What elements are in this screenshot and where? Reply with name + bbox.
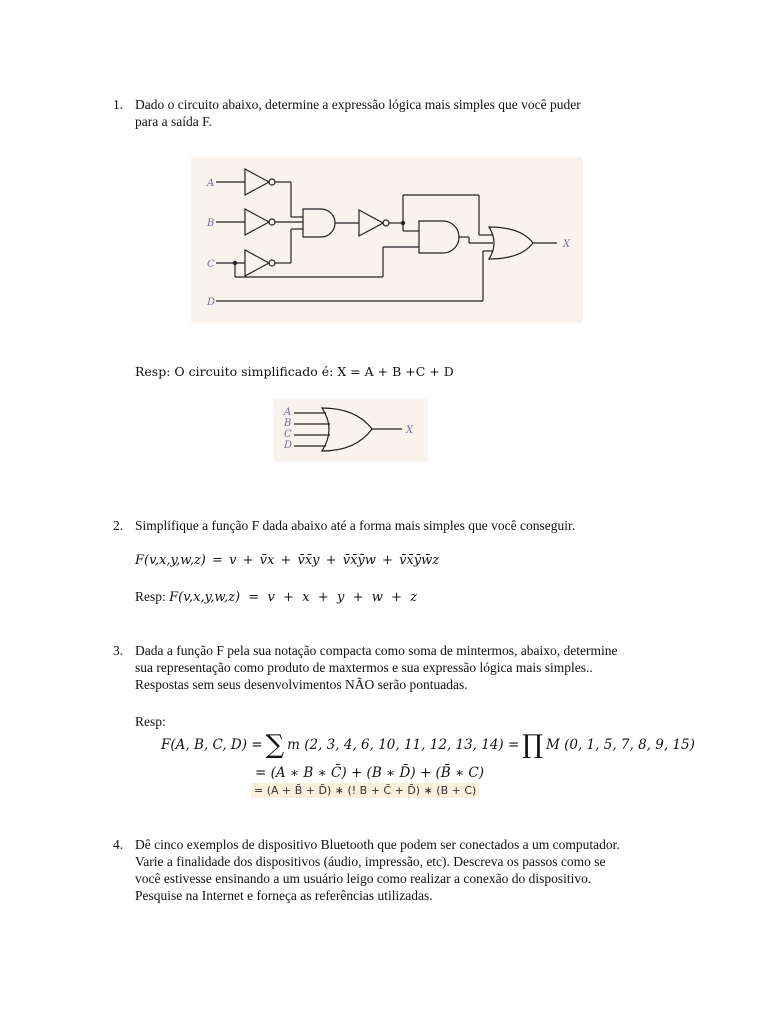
simplified-background xyxy=(274,399,428,462)
term-vbar-xbar-ybar-w: v̄x̄ȳw xyxy=(342,553,376,568)
question-1-line-2: para a saída F. xyxy=(135,114,212,129)
label-d: D xyxy=(207,297,216,308)
question-3-line-3: Respostas sem seus desenvolvimentos NÃO serão pontuadas. xyxy=(135,677,468,692)
plus-2: + xyxy=(280,553,292,568)
label-a: A xyxy=(207,178,215,189)
label-x: X xyxy=(563,239,571,250)
question-2-answer xyxy=(135,588,417,606)
question-3-number: 3. xyxy=(113,643,124,658)
logic-circuit-diagram xyxy=(191,157,583,323)
question-2-line-1: Simplifique a função F dada abaixo até a forma mais simples que você conseguir. xyxy=(135,518,576,533)
question-4-line-2: Varie a finalidade dos dispositivos (áudio, impressão, etc). Descreva os passos como se xyxy=(135,854,606,869)
plus-4: + xyxy=(382,553,393,568)
term-vbar-xbar-y: v̄x̄y xyxy=(297,553,320,568)
maxterms-list: M (0, 1, 5, 7, 8, 9, 15) xyxy=(546,737,695,753)
question-1 xyxy=(113,96,713,130)
product-symbol: ∏ xyxy=(522,730,543,760)
question-4-line-3: você estivesse ensinando a um usuário leigo como realizar a conexão do dispositivo. xyxy=(135,871,592,886)
question-3-line-2: sua representação como produto de maxtermos e sua expressão lógica mais simples.. xyxy=(135,660,593,675)
question-4 xyxy=(113,836,743,904)
question-3-pos-line: = (A + B̄ + D̄) ∗ (! B + C̄ + D̄) ∗ (B + C) xyxy=(251,783,479,798)
plus-1: + xyxy=(242,553,254,568)
question-2-resp-expr: F(v,x,y,w,z) = v + x + y + w + z xyxy=(169,590,418,605)
simple-label-c: C xyxy=(284,429,292,440)
sum-symbol: ∑ xyxy=(265,730,285,760)
term-vbar-xbar-ybar-wbar-z: v̄x̄ȳw̄z xyxy=(399,553,440,568)
question-2-number: 2. xyxy=(113,518,124,533)
question-4-line-1: Dê cinco exemplos de dispositivo Bluetooth que podem ser conectados a um computador. xyxy=(135,837,620,852)
plus-3: + xyxy=(325,553,337,568)
label-b: B xyxy=(207,218,215,229)
question-2 xyxy=(113,517,713,534)
question-4-number: 4. xyxy=(113,837,124,852)
label-c: C xyxy=(207,259,215,270)
function-equals: = xyxy=(212,553,223,568)
simple-label-x: X xyxy=(406,425,414,436)
circuit-background xyxy=(191,157,583,323)
simple-label-a: A xyxy=(284,407,292,418)
term-v: v xyxy=(229,553,237,568)
question-3-sop-line: = (A ∗ B ∗ C̄) + (B ∗ D̄) + (B̄ ∗ C) xyxy=(255,765,485,781)
question-3-equation xyxy=(161,730,695,760)
question-3-resp-label: Resp: xyxy=(135,714,166,729)
simple-label-d: D xyxy=(284,440,293,451)
term-vbar-x: v̄x xyxy=(259,553,275,568)
question-2-function xyxy=(135,553,439,568)
minterms-list: m (2, 3, 4, 6, 10, 11, 12, 13, 14) = xyxy=(287,737,520,753)
equation-lhs: F(A, B, C, D) = xyxy=(161,737,263,753)
function-lhs: F(v,x,y,w,z) xyxy=(135,553,206,568)
question-2-resp-label: Resp: xyxy=(135,589,166,604)
question-1-number: 1. xyxy=(113,97,124,112)
question-1-answer xyxy=(135,363,454,380)
question-3-line-1: Dada a função F pela sua notação compacta como soma de mintermos, abaixo, determine xyxy=(135,643,618,658)
simple-label-b: B xyxy=(284,418,292,429)
simplified-or-gate-diagram xyxy=(274,399,428,462)
question-3 xyxy=(113,642,733,693)
question-1-answer-text: Resp: O circuito simplificado é: X = A + B +C + D xyxy=(135,364,454,379)
question-1-line-1: Dado o circuito abaixo, determine a expressão lógica mais simples que você puder xyxy=(135,97,581,112)
question-4-line-4: Pesquise na Internet e forneça as referências utilizadas. xyxy=(135,888,433,903)
